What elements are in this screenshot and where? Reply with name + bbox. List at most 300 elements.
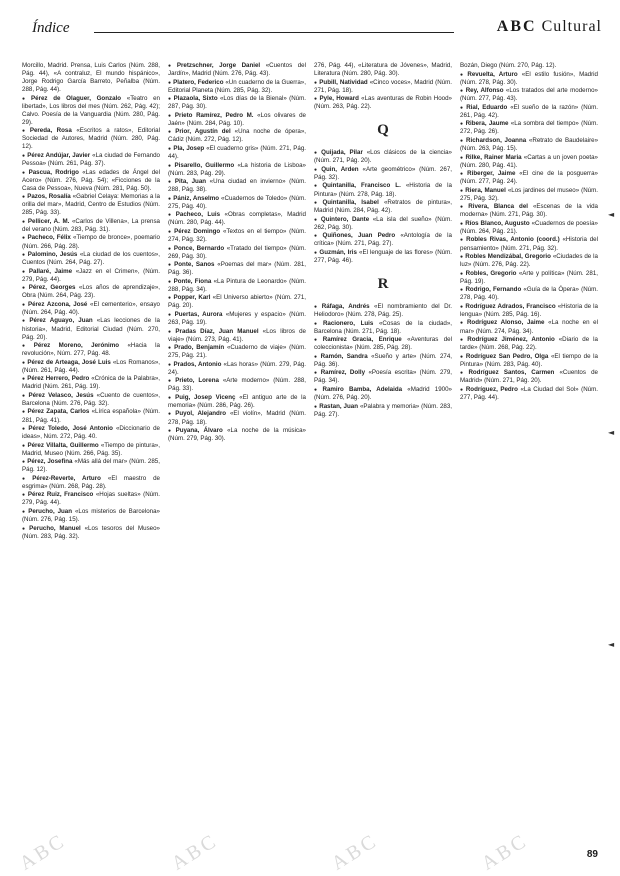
index-entry xyxy=(314,336,452,352)
index-entry xyxy=(460,386,598,402)
index-entry xyxy=(168,427,306,443)
entry-text: «La noche de la música» (Núm. 279, Pág. 30). xyxy=(168,427,306,443)
entry-author: Ribera, Jaume xyxy=(465,120,509,128)
index-entry xyxy=(22,342,160,358)
bullet-icon: ● xyxy=(314,200,321,207)
entry-author: Pérez Ruiz, Francisco xyxy=(27,491,94,499)
bullet-icon: ● xyxy=(22,509,27,516)
bullet-icon: ● xyxy=(460,386,464,393)
entry-text: «Antología de la crítica» (Núm. 271, Pág. 27). xyxy=(314,232,452,248)
index-entry xyxy=(22,392,160,408)
index-entry xyxy=(314,353,452,369)
entry-text: «Las horas» (Núm. 279, Pág. 24). xyxy=(168,360,306,376)
bullet-icon: ● xyxy=(22,392,27,399)
index-entry xyxy=(168,311,306,327)
entry-text: «El Universo abierto» (Núm. 271, Pág. 20). xyxy=(168,294,306,310)
entry-text: «Las edades de Ángel del Acero» (Núm. 276, Pág. 54); «Ficciones de la Casa de Pessoa», Nueva (Núm. 281, Pág. 50). xyxy=(22,168,160,192)
entry-text: «Palabra y memoria» (Núm. 283, Pág. 27). xyxy=(314,402,452,418)
bullet-icon: ● xyxy=(460,270,464,277)
bullet-icon: ● xyxy=(314,386,321,393)
bullet-icon: ● xyxy=(168,411,174,418)
entry-text: «La ciudad de Fernando Pessoa» (Núm. 261, Pág. 37). xyxy=(22,152,160,168)
bullet-icon: ● xyxy=(168,378,174,385)
entry-author: Ponce, Bernardo xyxy=(173,244,225,252)
entry-author: Platero, Federico xyxy=(173,78,224,86)
entry-author: Pérez Velasco, Jesús xyxy=(28,391,94,399)
index-entry xyxy=(460,170,598,186)
entry-text: «Tiempo de pintura», Madrid, Museo (Núm. 266, Pág. 35). xyxy=(22,441,160,457)
index-entry xyxy=(314,166,452,182)
index-entry xyxy=(22,425,160,441)
entry-text: «El nombramiento del Dr. Heliodoro» (Núm. 278, Pág. 25). xyxy=(314,302,452,318)
bullet-icon: ● xyxy=(22,492,26,499)
index-entry xyxy=(460,203,598,219)
index-entry xyxy=(460,369,598,385)
entry-text: «Cuentos de Madrid» (Núm. 271, Pág. 20). xyxy=(460,369,598,385)
entry-author: Pascua, Rodrigo xyxy=(28,168,79,176)
bullet-icon: ● xyxy=(168,162,173,169)
entry-author: Pérez-Reverte, Arturo xyxy=(32,474,101,482)
index-entry xyxy=(460,220,598,236)
entry-author: Ríos Blanco, Augusto xyxy=(465,219,530,227)
entry-author: Pereda, Rosa xyxy=(29,127,72,135)
entry-author: Pérez de Arteaga, José Luis xyxy=(27,358,111,366)
entry-text: «Historia de la lengua» (Núm. 285, Pág. 16). xyxy=(460,302,598,318)
entry-author: Rivera, Blanca del xyxy=(468,203,528,211)
entry-author: Rodríguez Santos, Carmen xyxy=(468,369,555,377)
index-entry xyxy=(22,317,160,341)
entry-author: Prado, Benjamín xyxy=(174,344,225,352)
entry-text: «Historia de la Pintura» (Núm. 278, Pág. 18). xyxy=(314,182,452,198)
index-entry xyxy=(460,137,598,153)
index-entry xyxy=(460,187,598,203)
bullet-icon: ● xyxy=(168,428,174,435)
index-entry xyxy=(22,301,160,317)
bullet-icon: ● xyxy=(22,301,26,308)
bullet-icon: ● xyxy=(22,169,27,176)
entry-author: Quintanilla, Francisco L. xyxy=(322,182,401,190)
entry-text: «Retrato de Baudelaire» (Núm. 263, Pág. 15). xyxy=(460,136,598,152)
entry-author: Pérez Andújar, Javier xyxy=(27,152,91,160)
entry-text: «Los olivares de Jaén» (Núm. 284, Pág. 10). xyxy=(168,111,306,127)
entry-text: «La historia de Lisboa» (Núm. 283, Pág. 29). xyxy=(168,161,306,177)
bullet-icon: ● xyxy=(314,233,321,240)
bullet-icon: ● xyxy=(168,63,175,69)
entry-text: «La Pintura de Leonardo» (Núm. 288, Pág. 34). xyxy=(168,277,306,293)
index-entry xyxy=(22,169,160,193)
entry-text: «Tratado del tiempo» (Núm. 269, Pág. 30). xyxy=(168,244,306,260)
index-entry xyxy=(22,525,160,541)
index-entry xyxy=(460,104,598,120)
entry-author: Quin, Arden xyxy=(321,165,359,173)
entry-text: «La ciudad de los cuentos», Cuentos (Núm. 264, Pág. 27). xyxy=(22,251,160,267)
entry-author: Pisarello, Guillermo xyxy=(174,161,235,169)
entry-text: «Una ciudad en invierno» (Núm. 288, Pág. 38). xyxy=(168,178,306,194)
entry-author: Robles Mendizábal, Gregorio xyxy=(465,253,551,261)
entry-author: Pérez Herrero, Pedro xyxy=(27,375,90,383)
entry-text: «Guía de la Ópera» (Núm. 278, Pág. 40). xyxy=(460,286,598,302)
entry-text: «Una noche de ópera», Cádiz (Núm. 272, Pág. 12). xyxy=(168,128,306,144)
entry-text: «Las lecciones de la historia», Madrid, Editorial Ciudad (Núm. 270, Pág. 20). xyxy=(22,317,160,341)
entry-author: Prior, Agustín del xyxy=(175,128,231,136)
entry-text: «Escenas de la vida moderna» (Núm. 271, Pág. 30). xyxy=(460,203,598,219)
entry-author: Ponte, Fiona xyxy=(173,277,212,285)
entry-author: Perucho, Manuel xyxy=(29,524,81,532)
index-entry xyxy=(168,112,306,128)
entry-text: «El antiguo arte de la memoria» (Núm. 286, Pág. 26). xyxy=(168,393,306,409)
entry-author: Puertas, Aurora xyxy=(174,310,223,318)
index-entry xyxy=(22,359,160,375)
index-entry xyxy=(168,245,306,261)
bullet-icon: ● xyxy=(168,212,174,219)
bullet-icon: ● xyxy=(168,228,173,235)
entry-author: Pániz, Anselmo xyxy=(173,194,220,202)
bullet-icon: ● xyxy=(22,442,26,449)
entry-text: «Los tratados del arte moderno» (Núm. 277, Pág. 43). xyxy=(460,87,598,103)
entry-author: Ráfaga, Andrés xyxy=(321,302,370,310)
entry-author: Pérez Toledo, José Antonio xyxy=(28,425,113,433)
entry-author: Rastan, Juan xyxy=(319,402,358,410)
index-entry xyxy=(168,344,306,360)
index-entry xyxy=(460,303,598,319)
index-entry xyxy=(22,234,160,250)
entry-author: Pérez Azcona, José xyxy=(27,300,88,308)
index-entry xyxy=(460,286,598,302)
bullet-icon: ● xyxy=(22,376,26,383)
watermark: ABC xyxy=(327,829,382,875)
entry-text: «Diario de la tarde» (Núm. 268, Pág. 22). xyxy=(460,336,598,352)
entry-text: «El estilo fusión», Madrid (Núm. 278, Pág. 30). xyxy=(460,70,598,86)
bullet-icon: ● xyxy=(314,337,321,344)
index-entry xyxy=(314,79,452,95)
index-entry xyxy=(460,120,598,136)
bullet-icon: ● xyxy=(460,187,464,194)
entry-text: «Cinco voces», Madrid (Núm. 271, Pág. 18). xyxy=(314,78,452,94)
bullet-icon: ● xyxy=(22,343,32,350)
entry-text: «Poemas del mar» (Núm. 281, Pág. 36). xyxy=(168,261,306,277)
entry-author: Pérez de Olaguer, Gonzalo xyxy=(31,94,122,102)
entry-author: Riera, Manuel xyxy=(465,186,506,194)
bullet-icon: ● xyxy=(168,195,172,202)
entry-text: «Las aventuras de Robin Hood» (Núm. 263, Pág. 22). xyxy=(314,95,452,111)
header-rule xyxy=(94,32,454,33)
index-entry xyxy=(168,211,306,227)
brand xyxy=(497,18,602,36)
entry-author: Pérez, Josefina xyxy=(27,458,73,466)
index-entry xyxy=(168,178,306,194)
letter-heading: R xyxy=(377,275,389,292)
entry-text: «El sueño de la razón» (Núm. 261, Pág. 42). xyxy=(460,103,598,119)
bullet-icon: ● xyxy=(168,278,172,285)
bullet-icon: ● xyxy=(168,245,172,252)
entry-author: Pubill, Natividad xyxy=(319,78,368,86)
entry-text: «Cartas a un joven poeta» (Núm. 280, Pág. 41). xyxy=(460,153,598,169)
entry-text: «Cuadernos de poesía» (Núm. 264, Pág. 21). xyxy=(460,219,598,235)
entry-author: Ponte, Sanos xyxy=(174,261,215,269)
entry-author: Rodríguez, Pedro xyxy=(465,385,518,393)
index-entry xyxy=(314,216,452,232)
entry-author: Pérez Villalta, Guillermo xyxy=(27,441,99,449)
index-entry xyxy=(22,218,160,234)
bullet-icon: ● xyxy=(314,79,318,86)
index-entry xyxy=(314,403,452,419)
bullet-icon: ● xyxy=(314,150,320,157)
bullet-icon: ● xyxy=(314,320,321,327)
bullet-icon: ● xyxy=(22,153,26,160)
index-entry xyxy=(22,508,160,524)
bullet-icon: ● xyxy=(314,403,318,410)
entry-text: «Más allá del mar» (Núm. 285, Pág. 12). xyxy=(22,458,160,474)
bullet-icon: ● xyxy=(460,254,464,261)
index-entry xyxy=(168,278,306,294)
index-entry xyxy=(314,95,452,111)
entry-text: «Escritos a ratos», Editorial Sociedad de Autores, Madrid (Núm. 280, Pág. 12). xyxy=(22,127,160,151)
entry-text: «Cosas de la ciudad», Barcelona (Núm. 271, Pág. 18). xyxy=(314,319,452,335)
index-entry xyxy=(460,319,598,335)
margin-arrow-mark: ◄ xyxy=(608,428,615,437)
index-entry xyxy=(168,410,306,426)
index-entry xyxy=(168,195,306,211)
index-entry xyxy=(314,62,452,78)
bullet-icon: ● xyxy=(168,112,173,119)
bullet-icon: ● xyxy=(314,249,318,256)
bullet-icon: ● xyxy=(460,204,467,211)
entry-author: Robles, Gregorio xyxy=(465,269,517,277)
entry-text: «El violín», Madrid (Núm. 278, Pág. 18). xyxy=(168,410,306,426)
entry-author: Pacheco, Luis xyxy=(175,211,221,219)
brand-word: Cultural xyxy=(541,18,602,35)
bullet-icon: ● xyxy=(22,218,26,225)
entry-author: Prados, Antonio xyxy=(173,360,222,368)
index-entry xyxy=(22,251,160,267)
index-entry xyxy=(168,128,306,144)
bullet-icon: ● xyxy=(22,359,26,366)
entry-author: Robles Rivas, Antonio (coord.) xyxy=(466,236,560,244)
entry-author: Racionero, Luis xyxy=(322,319,374,327)
bullet-icon: ● xyxy=(168,96,172,103)
index-entry xyxy=(460,236,598,252)
column-1 xyxy=(22,62,160,852)
index-entry xyxy=(314,232,452,248)
entry-text: «Los Romanos», (Núm. 261, Pág. 44). xyxy=(22,358,160,374)
index-entry xyxy=(168,162,306,178)
entry-author: Richardson, Joanna xyxy=(466,136,527,144)
bullet-icon: ● xyxy=(460,88,464,95)
index-entry xyxy=(22,193,160,217)
bullet-icon: ● xyxy=(22,128,28,135)
entry-author: Pyle, Howard xyxy=(319,95,359,103)
entry-author: Pérez, Georges xyxy=(28,284,76,292)
index-entry xyxy=(314,369,452,385)
entry-author: Puyana, Álvaro xyxy=(175,427,223,435)
watermark: ABC xyxy=(15,829,70,875)
entry-author: Rial, Eduardo xyxy=(466,103,508,111)
entry-text: «Los tesoros del Museo» (Núm. 283, Pág. 32). xyxy=(22,524,160,540)
entry-text: «Poesía escrita» (Núm. 279, Pág. 34). xyxy=(314,369,452,385)
bullet-icon: ● xyxy=(460,237,465,244)
index-entry xyxy=(314,320,452,336)
entry-author: Rodríguez Adrados, Francisco xyxy=(465,302,556,310)
entry-author: Perucho, Juan xyxy=(28,508,73,516)
entry-text: «Cuadernos de Toledo» (Núm. 275, Pág. 40). xyxy=(168,194,306,210)
entry-author: Ramírez, Dolly xyxy=(320,369,366,377)
index-entry xyxy=(314,182,452,198)
entry-text: «Diccionario de ideas», Núm. 272, Pág. 40. xyxy=(22,425,160,441)
watermark: ABC xyxy=(477,829,532,875)
index-entry xyxy=(168,328,306,344)
index-entry xyxy=(22,284,160,300)
index-entry xyxy=(22,127,160,151)
index-entry xyxy=(22,475,160,491)
bullet-icon: ● xyxy=(460,154,464,161)
entry-text: «Aventuras del coleccionista» (Núm. 285, Pág. 28). xyxy=(314,336,452,352)
column-4 xyxy=(460,62,598,852)
bullet-icon: ● xyxy=(460,220,464,227)
index-entry xyxy=(168,79,306,95)
entry-text: «Arte y política» (Núm. 281, Pág. 19). xyxy=(460,269,598,285)
entry-text: Bozán, Diego (Núm. 270, Pág. 12). xyxy=(460,62,557,69)
entry-author: Pretzschner, Jorge Daniel xyxy=(176,62,261,69)
entry-text: «Hojas sueltas» (Núm. 279, Pág. 44). xyxy=(22,491,160,507)
bullet-icon: ● xyxy=(314,216,319,223)
bullet-icon: ● xyxy=(22,459,26,466)
bullet-icon: ● xyxy=(22,95,30,102)
entry-author: Ramírez Gracia, Enrique xyxy=(322,336,402,344)
entry-text: «Cuaderno de viaje» (Núm. 275, Pág. 21). xyxy=(168,344,306,360)
index-entry xyxy=(22,375,160,391)
index-entry xyxy=(460,253,598,269)
entry-text: Morcillo, Madrid. Prensa, Luis Carlos (Núm. 288, Pág. 44), «A contraluz, El mundo hispánico», Jorge Rodrigo García Barreto, Peñalba (Núm. 288, Pág. 44). xyxy=(22,62,160,94)
entry-author: Pérez Zapata, Carlos xyxy=(27,408,90,416)
entry-author: Pacheco, Félix xyxy=(27,234,71,242)
bullet-icon: ● xyxy=(314,183,321,190)
index-entry xyxy=(314,386,452,402)
entry-author: Rodrigo, Fernando xyxy=(465,286,522,294)
entry-text: «Retratos de pintura», Madrid (Núm. 284, Pág. 42). xyxy=(314,199,452,215)
bullet-icon: ● xyxy=(168,311,173,318)
entry-author: Pérez Aguayo, Juan xyxy=(29,317,93,325)
entry-text: «Un cuaderno de la Guerra», Editorial Planeta (Núm. 285, Pág. 32). xyxy=(168,78,306,94)
bullet-icon: ● xyxy=(460,337,466,344)
entry-author: Pita, Juan xyxy=(174,178,207,186)
index-entry xyxy=(168,294,306,310)
entry-author: Pazos, Rosalía xyxy=(27,193,71,201)
entry-author: Popper, Karl xyxy=(173,294,211,302)
entry-text: «El lenguaje de las flores» (Núm. 277, Pág. 46). xyxy=(314,248,452,264)
entry-text: «Tiempo de bronce», poemario (Núm. 266, Pág. 28). xyxy=(22,234,160,250)
index-entry xyxy=(168,145,306,161)
entry-author: Pallaré, Jaime xyxy=(28,267,73,275)
entry-author: Quiñones, Juan Pedro xyxy=(322,232,396,240)
entry-author: Prieto Ramírez, Pedro M. xyxy=(174,111,254,119)
entry-author: Prieto, Lorena xyxy=(175,377,219,385)
entry-text: «Los misterios de Barcelona» (Núm. 276, Pág. 15). xyxy=(22,508,160,524)
bullet-icon: ● xyxy=(460,353,464,360)
index-entry xyxy=(168,361,306,377)
entry-author: Puig, Josep Vicenç xyxy=(175,393,236,401)
entry-author: Pérez Domingo xyxy=(174,227,221,235)
bullet-icon: ● xyxy=(314,353,319,360)
entry-text: «Arte geométrico» (Núm. 267, Pág. 32). xyxy=(314,165,452,181)
entry-text: «Arte moderno» (Núm. 288, Pág. 33). xyxy=(168,377,306,393)
entry-author: Rodríguez Jiménez, Antonio xyxy=(467,336,555,344)
entry-author: Guzmán, Iris xyxy=(319,248,357,256)
entry-text: «Mujeres y espacio» (Núm. 263, Pág. 19). xyxy=(168,310,306,326)
index-entry xyxy=(22,408,160,424)
index-entry xyxy=(460,336,598,352)
bullet-icon: ● xyxy=(460,121,464,128)
entry-text: «El cuaderno gris» (Núm. 271, Pág. 44). xyxy=(168,144,306,161)
entry-text: «Madrid 1900» (Núm. 276, Pág. 20). xyxy=(314,385,452,401)
entry-author: Pradas Díaz, Juan Manuel xyxy=(175,327,259,335)
entry-text: «La Ciudad del Sol» (Núm. 277, Pág. 44). xyxy=(460,385,598,401)
entry-text: «Los clásicos de la ciencia» (Núm. 271, Pág. 20). xyxy=(314,149,452,165)
entry-text: «Los años de aprendizaje», Obra (Núm. 264, Pág. 23). xyxy=(22,284,160,300)
entry-text: «El cementerio», ensayo (Núm. 264, Pág. 40). xyxy=(22,300,160,316)
index-entry xyxy=(168,62,306,78)
index-entry xyxy=(460,62,598,70)
column-2 xyxy=(168,62,306,852)
bullet-icon: ● xyxy=(460,370,467,377)
bullet-icon: ● xyxy=(168,79,172,86)
margin-arrow-mark: ◄ xyxy=(608,640,615,649)
bullet-icon: ● xyxy=(168,328,174,335)
index-entry xyxy=(168,228,306,244)
index-entry xyxy=(460,270,598,286)
entry-text: «Crónica de la Palabra», Madrid (Núm. 261, Pág. 19). xyxy=(22,375,160,391)
index-entry xyxy=(460,154,598,170)
entry-author: Ramón, Sandra xyxy=(320,352,368,360)
bullet-icon: ● xyxy=(22,409,26,416)
section-title: Índice xyxy=(32,20,70,36)
index-entry xyxy=(314,249,452,265)
bullet-icon: ● xyxy=(22,318,28,325)
index-entry xyxy=(22,491,160,507)
bullet-icon: ● xyxy=(168,179,173,186)
entry-text: «Gabriel Celaya: Memorias a la orilla del mar», Madrid, Centro de Estudios (Núm. 285, Pág. 33). xyxy=(22,193,160,217)
brand-abc: ABC xyxy=(496,18,537,35)
bullet-icon: ● xyxy=(168,361,172,368)
bullet-icon: ● xyxy=(168,394,174,401)
entry-text: «Los jardines del museo» (Núm. 275, Pág. 32). xyxy=(460,186,598,202)
entry-author: Plazaola, Sixto xyxy=(173,95,218,103)
bullet-icon: ● xyxy=(460,104,465,111)
index-columns xyxy=(22,62,598,852)
index-entry xyxy=(460,87,598,103)
bullet-icon: ● xyxy=(314,96,318,103)
entry-author: Pellicer, A. M. xyxy=(27,217,70,225)
entry-author: Quintero, Dante xyxy=(320,215,370,223)
bullet-icon: ● xyxy=(314,303,320,310)
entry-text: «La isla del sueño» (Núm. 262, Pág. 30). xyxy=(314,215,452,231)
bullet-icon: ● xyxy=(168,345,173,352)
entry-text: «Teatro en libertad», Los libros del mes (Núm. 262, Pág. 42); Calvo. Poesía de la Vanguardia (Núm. 280, Pág. 29). xyxy=(22,94,160,126)
entry-author: Ramiro Bamba, Adelaida xyxy=(322,385,403,393)
entry-text: «Lírica española» (Núm. 281, Pág. 41). xyxy=(22,408,160,424)
entry-text: «El maestro de esgrima» (Núm. 268, Pág. 28). xyxy=(22,474,160,490)
entry-text: 276, Pág. 44), «Literatura de Jóvenes», Madrid, Literatura (Núm. 280, Pág. 30). xyxy=(314,62,452,78)
entry-author: Pla, Josep xyxy=(173,144,205,152)
entry-author: Riberger, Jaime xyxy=(467,170,516,178)
entry-author: Quintanilla, Isabel xyxy=(322,199,379,207)
entry-text: «Textos en el tiempo» (Núm. 274, Pág. 32). xyxy=(168,227,306,243)
bullet-icon: ● xyxy=(22,235,26,242)
entry-text: «Cuentos del Jardín», Madrid (Núm. 276, Pág. 43). xyxy=(168,62,306,78)
entry-text: «Jazz en el Crimen», (Núm. 279, Pág. 44). xyxy=(22,267,160,283)
index-entry xyxy=(168,261,306,277)
index-entry xyxy=(314,149,452,165)
entry-author: Puyol, Alejandro xyxy=(175,410,227,418)
